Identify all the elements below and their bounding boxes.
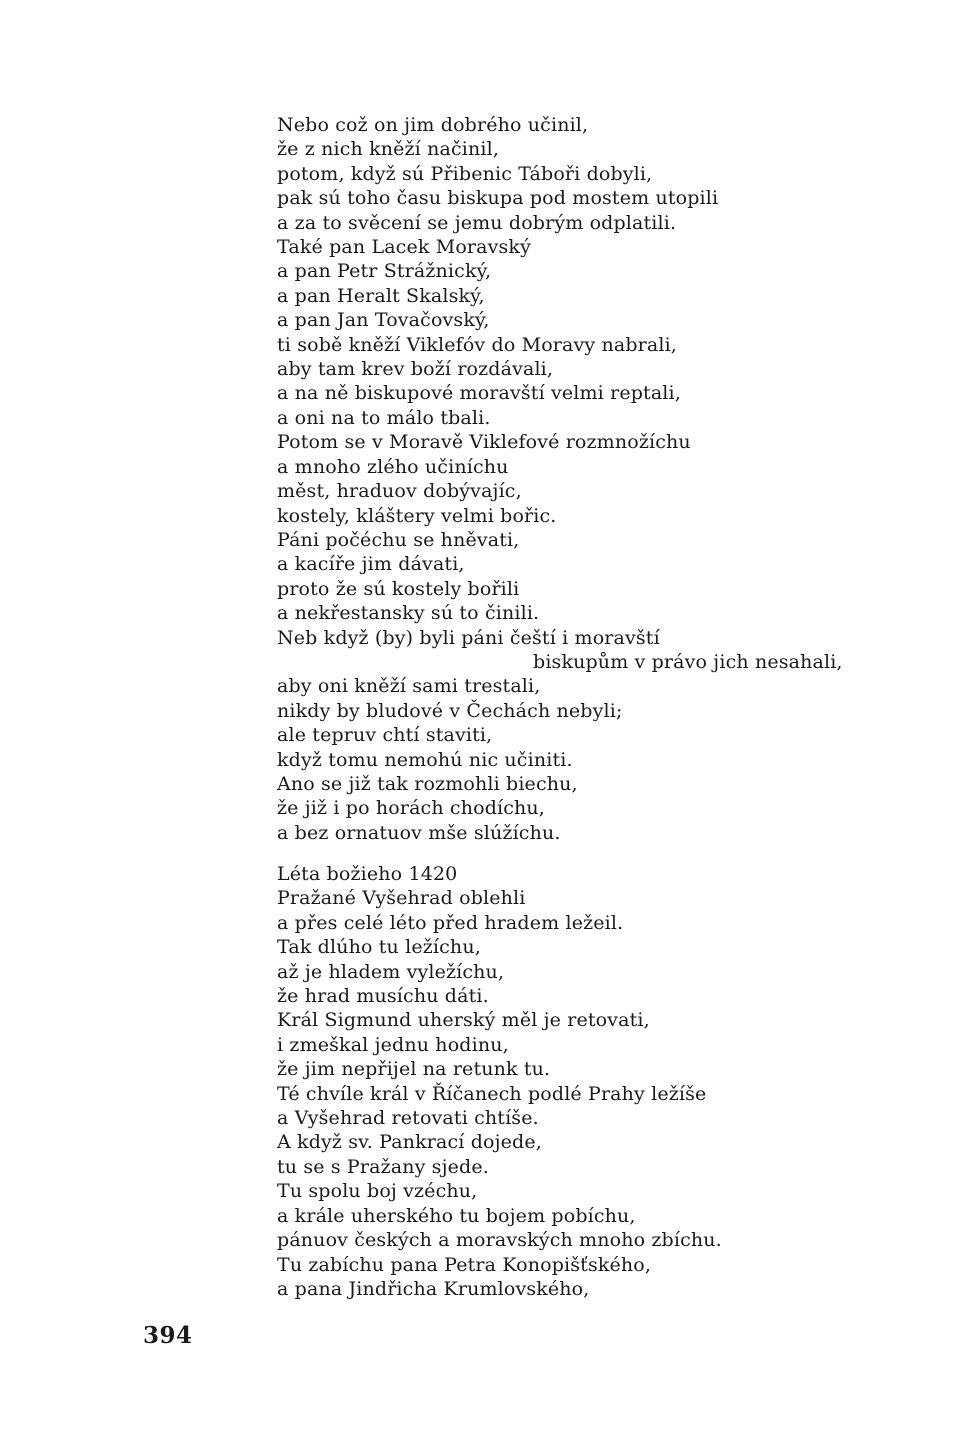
verse-line: proto že sú kostely bořili xyxy=(277,577,520,600)
verse-line: a nekřestansky sú to činili. xyxy=(277,602,540,625)
poem-stanza-2 xyxy=(277,862,722,1301)
verse-line: potom, když sú Přibenic Táboři dobyli, xyxy=(277,162,653,185)
verse-line: Nebo což on jim dobrého učinil, xyxy=(277,114,589,136)
verse-line: Také pan Lacek Moravský xyxy=(277,236,531,259)
verse-line: ale tepruv chtí staviti, xyxy=(277,724,493,747)
verse-line: Páni počéchu se hněvati, xyxy=(277,528,520,551)
verse-line: Neb když (by) byli páni čeští i moravští xyxy=(277,626,660,649)
verse-line: když tomu nemohú nic učiniti. xyxy=(277,748,573,771)
verse-line: a Vyšehrad retovati chtíše. xyxy=(277,1107,539,1130)
verse-line: a pan Petr Strážnický, xyxy=(277,260,492,283)
verse-line-continuation: biskupům v právo jich nesahali, xyxy=(533,650,843,673)
verse-line: a pan Heralt Skalský, xyxy=(277,284,485,307)
verse-line: A když sv. Pankrací dojede, xyxy=(277,1131,542,1154)
verse-line: že hrad musíchu dáti. xyxy=(277,985,489,1008)
verse-line: a za to svěcení se jemu dobrým odplatili. xyxy=(277,211,677,234)
verse-line: a na ně biskupové moravští velmi reptali, xyxy=(277,382,681,405)
verse-line: Tak dlúho tu ležíchu, xyxy=(277,936,481,959)
verse-line: Tu zabíchu pana Petra Konopišťského, xyxy=(277,1253,652,1276)
verse-line: tu se s Pražany sjede. xyxy=(277,1155,489,1178)
poem-stanza-1 xyxy=(277,113,843,845)
verse-line: až je hladem vyležíchu, xyxy=(277,960,505,983)
verse-line: a přes celé léto před hradem ležeil. xyxy=(277,911,624,934)
verse-line: a kacíře jim dávati, xyxy=(277,553,465,576)
verse-line: měst, hraduov dobývajíc, xyxy=(277,480,522,503)
verse-line: Tu spolu boj vzéchu, xyxy=(277,1180,478,1203)
verse-line: aby oni kněží sami trestali, xyxy=(277,675,541,698)
verse-line: Potom se v Moravě Viklefové rozmnožíchu xyxy=(277,431,691,454)
verse-line: že jim nepřijel na retunk tu. xyxy=(277,1058,551,1081)
verse-line: Té chvíle král v Říčanech podlé Prahy ležíše xyxy=(277,1082,707,1105)
verse-line: a pana Jindřicha Krumlovského, xyxy=(277,1277,590,1300)
page-number: 394 xyxy=(143,1322,193,1349)
verse-line: Král Sigmund uherský měl je retovati, xyxy=(277,1009,650,1032)
verse-line: pánuov českých a moravských mnoho zbíchu. xyxy=(277,1229,722,1252)
verse-line: Pražané Vyšehrad oblehli xyxy=(277,887,526,910)
verse-line: a oni na to málo tbali. xyxy=(277,406,491,429)
verse-line: a pan Jan Tovačovský, xyxy=(277,309,490,332)
verse-line: i zmeškal jednu hodinu, xyxy=(277,1033,509,1056)
verse-line: že z nich kněží načinil, xyxy=(277,138,500,161)
verse-line: Ano se již tak rozmohli biechu, xyxy=(277,772,578,795)
verse-line: pak sú toho času biskupa pod mostem utopili xyxy=(277,187,719,210)
verse-line: Léta božieho 1420 xyxy=(277,863,458,885)
verse-line: nikdy by bludové v Čechách nebyli; xyxy=(277,699,623,722)
verse-line: a mnoho zlého učiníchu xyxy=(277,455,509,478)
verse-line: ti sobě kněží Viklefóv do Moravy nabrali, xyxy=(277,333,677,356)
verse-line: že již i po horách chodíchu, xyxy=(277,797,545,820)
verse-line: kostely, kláštery velmi bořic. xyxy=(277,504,557,527)
verse-line: aby tam krev boží rozdávali, xyxy=(277,358,554,381)
verse-line: a bez ornatuov mše slúžíchu. xyxy=(277,821,561,844)
verse-line: a krále uherského tu bojem pobíchu, xyxy=(277,1204,636,1227)
